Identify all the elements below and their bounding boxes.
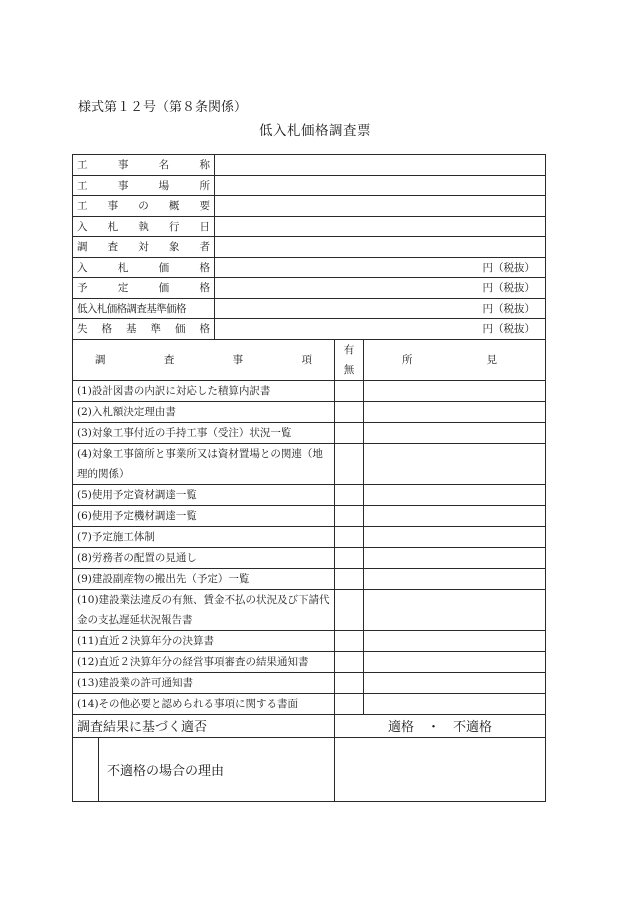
item-label: (1)設計図書の内訳に対応した積算内訳書 — [73, 380, 335, 401]
item-label: (12)直近２決算年分の経営事項審査の結果通知書 — [73, 651, 335, 672]
info-label — [73, 196, 215, 217]
info-row — [73, 298, 546, 319]
form-number: 様式第１２号（第８条関係） — [78, 100, 248, 115]
table-row — [73, 672, 546, 693]
item-label: (14)その他必要と認められる事項に関する書面 — [73, 693, 335, 714]
info-value-field[interactable] — [215, 196, 546, 217]
findings-cell[interactable] — [364, 547, 546, 568]
findings-cell[interactable] — [364, 630, 546, 651]
info-label — [73, 257, 215, 278]
info-label-text: 低入札価格調査基準価格 — [77, 302, 186, 315]
info-value-field[interactable] — [215, 216, 546, 237]
umu-cell[interactable] — [335, 484, 364, 505]
label-char: 札 — [107, 220, 119, 233]
info-label — [73, 175, 215, 196]
umu-cell[interactable] — [335, 380, 364, 401]
umu-cell[interactable] — [335, 672, 364, 693]
label-char: 概 — [168, 200, 180, 213]
item-label: (3)対象工事付近の手持工事（受注）状況一覧 — [73, 422, 335, 443]
umu-line2: 無 — [343, 363, 355, 376]
label-char: の — [138, 200, 149, 213]
reason-row — [73, 737, 546, 801]
umu-cell[interactable] — [335, 443, 364, 484]
item-label: (11)直近２決算年分の決算書 — [73, 630, 335, 651]
findings-cell[interactable] — [364, 505, 546, 526]
item-label: (7)予定施工体制 — [73, 526, 335, 547]
label-char: 入 — [77, 220, 88, 233]
findings-cell[interactable] — [364, 443, 546, 484]
table-row — [73, 401, 546, 422]
reason-label: 不適格の場合の理由 — [107, 763, 225, 779]
reason-indent — [73, 737, 99, 801]
yen-tax-unit: 円（税抜） — [482, 323, 535, 336]
item-label: (9)建設副産物の搬出先（予定）一覧 — [73, 568, 335, 589]
label-char: 価 — [158, 282, 170, 295]
item-label: (2)入札額決定理由書 — [73, 401, 335, 422]
form-title: 低入札価格調査票 — [259, 123, 371, 139]
table-row — [73, 568, 546, 589]
reason-field[interactable] — [335, 737, 546, 801]
label-char: 所 — [199, 179, 210, 192]
umu-cell[interactable] — [335, 651, 364, 672]
umu-cell[interactable] — [335, 401, 364, 422]
label-char: 対 — [138, 241, 149, 254]
info-row — [73, 257, 546, 278]
info-value-field[interactable] — [215, 278, 546, 299]
label-char: 事 — [107, 200, 119, 213]
info-label — [73, 216, 215, 237]
info-label — [73, 155, 215, 176]
table-row — [73, 443, 546, 484]
label-char: 失 — [77, 323, 88, 336]
label-char: 行 — [168, 220, 180, 233]
result-row — [73, 714, 546, 737]
umu-cell[interactable] — [335, 505, 364, 526]
umu-cell[interactable] — [335, 693, 364, 714]
label-char: 予 — [77, 282, 88, 295]
umu-line1: 有 — [343, 343, 355, 356]
info-value-field[interactable] — [215, 155, 546, 176]
item-label: (13)建設業の許可通知書 — [73, 672, 335, 693]
label-char: 入 — [77, 261, 88, 274]
info-row — [73, 319, 546, 340]
info-value-field[interactable] — [215, 257, 546, 278]
reason-label-cell — [99, 737, 335, 801]
umu-cell[interactable] — [335, 422, 364, 443]
table-row — [73, 651, 546, 672]
umu-cell[interactable] — [335, 526, 364, 547]
findings-cell[interactable] — [364, 484, 546, 505]
findings-cell[interactable] — [364, 380, 546, 401]
info-label — [73, 278, 215, 299]
yen-tax-unit: 円（税抜） — [482, 282, 535, 295]
label-char: 工 — [77, 200, 88, 213]
label-char: 格 — [199, 323, 210, 336]
umu-cell[interactable] — [335, 547, 364, 568]
table-row — [73, 693, 546, 714]
info-label — [73, 319, 215, 340]
umu-column-header — [335, 339, 364, 380]
result-choice[interactable]: 適格 ・ 不適格 — [335, 714, 546, 737]
findings-cell[interactable] — [364, 672, 546, 693]
label-char: 定 — [117, 282, 129, 295]
item-label: (10)建設業法違反の有無、賃金不払の状況及び下請代金の支払遅延状況報告書 — [73, 589, 335, 630]
table-row — [73, 505, 546, 526]
umu-cell[interactable] — [335, 630, 364, 651]
item-label: (5)使用予定資材調達一覧 — [73, 484, 335, 505]
label-char: 格 — [101, 323, 112, 336]
label-char: 準 — [150, 323, 161, 336]
label-char: 調 — [77, 241, 88, 254]
label-char: 日 — [199, 220, 210, 233]
investigation-table — [72, 154, 546, 802]
info-row — [73, 155, 546, 176]
findings-cell[interactable] — [364, 568, 546, 589]
info-row — [73, 196, 546, 217]
yen-tax-unit: 円（税抜） — [482, 261, 535, 274]
label-char: 基 — [126, 323, 137, 336]
label-char: 査 — [107, 241, 119, 254]
label-char: 場 — [158, 179, 170, 192]
table-row — [73, 589, 546, 630]
label-char: 札 — [117, 261, 129, 274]
item-label: (4)対象工事箇所と事業所又は資材置場との関連（地理的関係） — [73, 443, 335, 484]
findings-cell[interactable] — [364, 526, 546, 547]
label-char: 称 — [199, 159, 210, 172]
label-char: 事 — [117, 179, 129, 192]
label-char: 価 — [175, 323, 186, 336]
label-char: 見 — [486, 354, 497, 366]
findings-cell[interactable] — [364, 422, 546, 443]
label-char: 執 — [138, 220, 149, 233]
label-char: 査 — [163, 354, 175, 366]
yen-tax-unit: 円（税抜） — [482, 302, 535, 315]
info-row — [73, 278, 546, 299]
table-row — [73, 380, 546, 401]
info-value-field[interactable] — [215, 175, 546, 196]
result-label: 調査結果に基づく適否 — [73, 714, 335, 737]
item-label: (8)労務者の配置の見通し — [73, 547, 335, 568]
info-row — [73, 216, 546, 237]
label-char: 事 — [232, 354, 244, 366]
item-label: (6)使用予定機材調達一覧 — [73, 505, 335, 526]
label-char: 者 — [199, 241, 210, 254]
findings-cell[interactable] — [364, 401, 546, 422]
label-char: 格 — [199, 261, 210, 274]
umu-cell[interactable] — [335, 589, 364, 630]
findings-cell[interactable] — [364, 693, 546, 714]
info-value-field[interactable] — [215, 237, 546, 258]
findings-column-header — [364, 339, 546, 380]
findings-cell[interactable] — [364, 651, 546, 672]
label-char: 工 — [77, 179, 88, 192]
info-label — [73, 298, 215, 319]
label-char: 工 — [77, 159, 88, 172]
items-column-header — [73, 339, 335, 380]
table-row — [73, 422, 546, 443]
label-char: 項 — [301, 354, 312, 366]
label-char: 調 — [95, 354, 106, 366]
table-row — [73, 484, 546, 505]
findings-cell[interactable] — [364, 589, 546, 630]
info-value-field[interactable] — [215, 319, 546, 340]
label-char: 事 — [117, 159, 129, 172]
label-char: 象 — [168, 241, 180, 254]
info-row — [73, 175, 546, 196]
column-header-row — [73, 339, 546, 380]
label-char: 格 — [199, 282, 210, 295]
table-row — [73, 630, 546, 651]
table-row — [73, 547, 546, 568]
label-char: 要 — [199, 200, 210, 213]
label-char: 所 — [402, 354, 413, 366]
label-char: 名 — [158, 159, 170, 172]
info-value-field[interactable] — [215, 298, 546, 319]
label-char: 価 — [158, 261, 170, 274]
table-row — [73, 526, 546, 547]
info-row — [73, 237, 546, 258]
info-label — [73, 237, 215, 258]
umu-cell[interactable] — [335, 568, 364, 589]
